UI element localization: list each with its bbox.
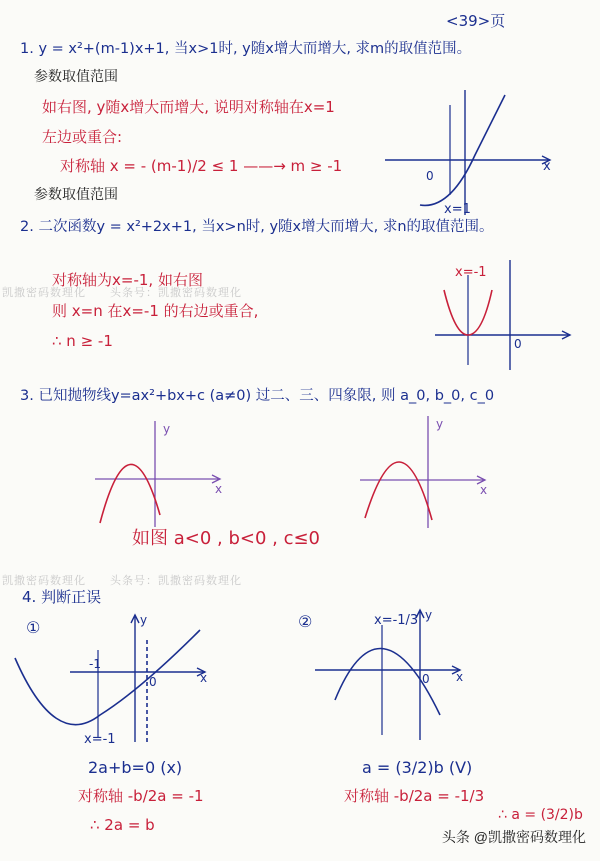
q2-axis-label: x=-1 — [455, 265, 487, 280]
q2-line2: 则 x=n 在x=-1 的右边或重合, — [52, 302, 259, 320]
footer-credit: 头条 @凯撒密码数理化 — [441, 829, 586, 845]
q2-line1: 对称轴为x=-1, 如右图 — [52, 271, 203, 289]
q4-sub2-line-label: x=-1/3 — [374, 613, 419, 628]
q4-sub1-conclusion: ∴ 2a = b — [90, 816, 155, 834]
q1-line1: 如右图, y随x增大而增大, 说明对称轴在x=1 — [42, 98, 335, 116]
q1-axis-x-label: x — [543, 159, 551, 174]
q3-left-x-label: x — [215, 482, 223, 496]
q4-sub1-equation: 2a+b=0 (x) — [88, 758, 183, 777]
q4g1-x-label: x — [200, 671, 208, 685]
q4-sub2-number: ② — [298, 612, 313, 631]
q1-line-label: x=1 — [444, 202, 471, 217]
q1-line2: 左边或重合: — [42, 128, 123, 146]
q4g2-y-label: y — [425, 608, 433, 622]
q2-graph — [430, 255, 580, 380]
q3-question: 3. 已知抛物线y=ax²+bx+c (a≠0) 过二、三、四象限, 则 a_0, b_0, c_0 — [20, 388, 495, 404]
q1-line3: 对称轴 x = - (m-1)/2 ≤ 1 ——→ m ≥ -1 — [60, 157, 343, 175]
q4-heading: 4. 判断正误 — [22, 588, 102, 606]
q4g1-parabola — [15, 630, 200, 725]
q2-origin-label: 0 — [514, 337, 522, 351]
q2-line3: ∴ n ≥ -1 — [52, 332, 113, 350]
q4-sub1-line-label: x=-1 — [84, 732, 116, 747]
q2-heading: 参数取值范围 — [34, 187, 118, 203]
q4g1-mark-neg1: -1 — [89, 657, 101, 671]
q4g1-mark-0: 0 — [149, 675, 157, 689]
q3-answer: 如图 a<0 , b<0 , c≤0 — [132, 528, 321, 549]
q1-heading: 参数取值范围 — [34, 69, 118, 85]
q1-origin-label: 0 — [426, 169, 434, 183]
q4-sub1-number: ① — [26, 618, 41, 637]
q4g2-x-label: x — [456, 670, 464, 684]
q4-graph-1 — [10, 610, 210, 745]
q2-question: 2. 二次函数y = x²+2x+1, 当x>n时, y随x增大而增大, 求n的取值范围。 — [20, 219, 494, 235]
q3-graph-left — [85, 415, 235, 535]
q4g1-y-label: y — [140, 613, 148, 627]
q3-right-y-label: y — [436, 417, 444, 431]
q1-graph — [380, 85, 560, 220]
q4-sub2-equation: a = (3/2)b (V) — [362, 758, 473, 777]
q3-graph-right — [350, 410, 500, 535]
q3-right-parabola — [365, 462, 432, 520]
q1-question: 1. y = x²+(m-1)x+1, 当x>1时, y随x增大而增大, 求m的取值范围。 — [20, 41, 472, 57]
q3-left-parabola — [100, 464, 160, 523]
watermark-1: 凯撒密码数理化 头条号：凯撒密码数理化 — [2, 286, 242, 299]
q4g2-origin-label: 0 — [422, 672, 430, 686]
q4-sub1-symmetry: 对称轴 -b/2a = -1 — [78, 787, 204, 805]
q3-left-y-label: y — [163, 422, 171, 436]
q4-sub2-symmetry: 对称轴 -b/2a = -1/3 — [344, 787, 485, 805]
q4-sub2-conclusion: ∴ a = (3/2)b — [498, 807, 583, 823]
q1-parabola — [420, 95, 505, 205]
q3-right-x-label: x — [480, 483, 488, 497]
watermark-2: 凯撒密码数理化 头条号：凯撒密码数理化 — [2, 574, 242, 587]
page-reference: <39>页 — [446, 12, 506, 30]
